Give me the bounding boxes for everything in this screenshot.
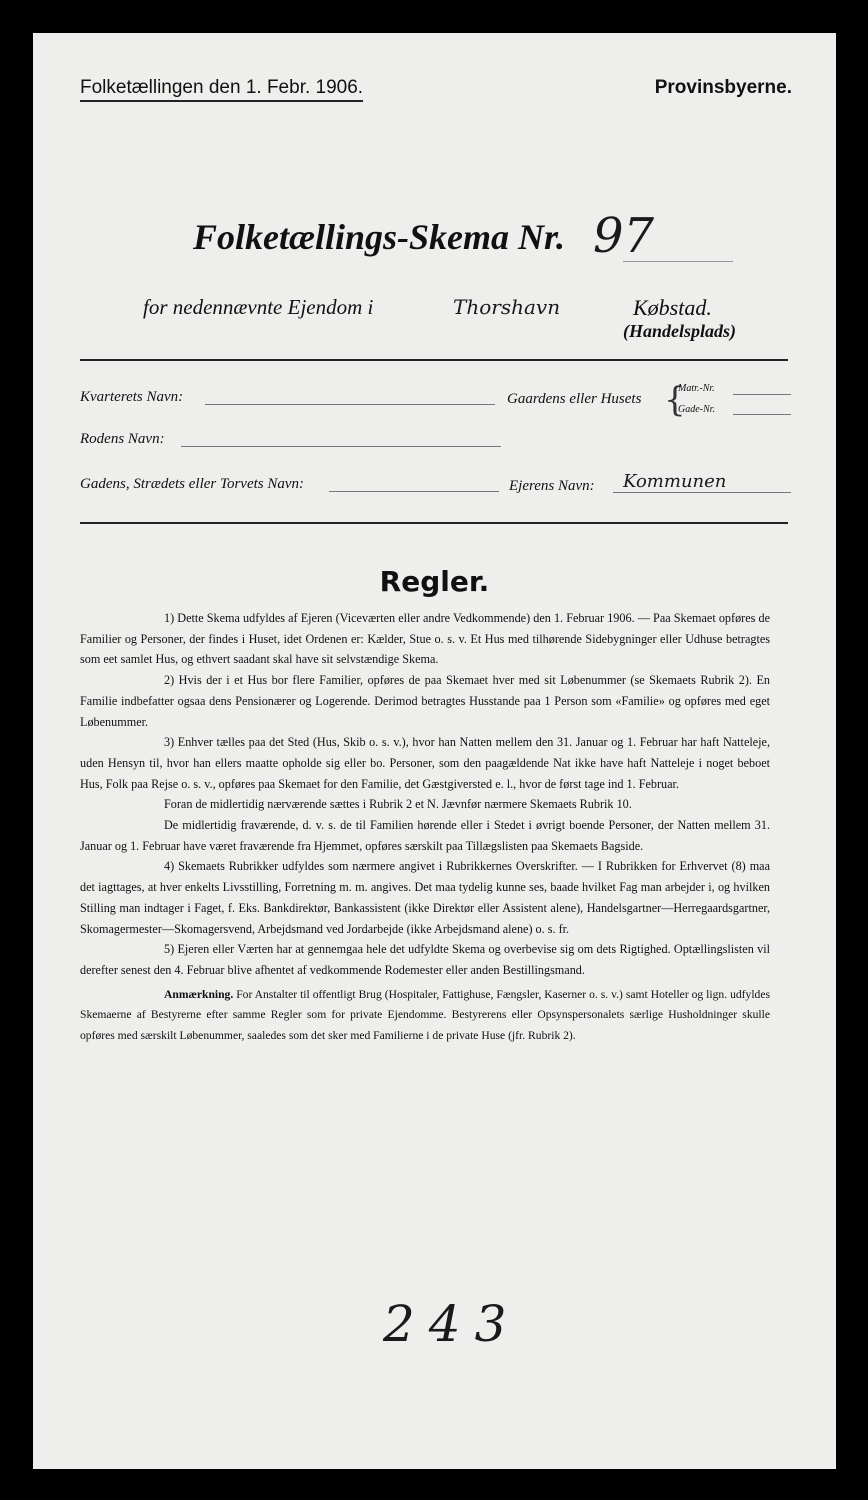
census-form-page: [33, 33, 836, 1469]
kobstad-label: Købstad.: [633, 295, 712, 320]
region-header: Provinsbyerne.: [654, 77, 792, 98]
rule-1: 1) Dette Skema udfyldes af Ejeren (Viceværten eller andre Vedkommende) den 1. Februar 1906. — Paa Skemaet opføres de Familier og Personer, der findes i Huset, idet Ordenen er: Kælder, Stue o. s. v. Et Hus med tilhørende Sidebygninger eller Udhuse betragtes som eet samlet Hus, og ethvert saadant skal have sit selvstændige Skema.: [80, 611, 770, 667]
remark-label: Anmærkning.: [164, 987, 234, 1001]
rule-3-absent: De midlertidig fraværende, d. v. s. de til Familien hørende eller i Stedet i øvrigt boende Personer, der Natten mellem 31. Januar og 1. Februar have været fraværende fra Hjemmet, opføres særskilt paa Tillægslisten paa Skemaets Bagside.: [80, 818, 770, 853]
form-number-line: [623, 261, 733, 262]
form-title: Folketællings-Skema Nr.: [193, 217, 566, 257]
rule-2: 2) Hvis der i et Hus bor flere Familier, opføres de paa Skemaet hver med sit Løbenummer (se Skemaets Rubrik 2). En Familie indbefatter ogsaa dens Pensionærer og Logerende. Derimod betragtes Husstande paa 1 Person som «Familie» og opføres med eget Løbenummer.: [80, 673, 770, 729]
street-name-line: [329, 491, 499, 492]
matr-nr-line: [733, 394, 791, 395]
owner-name-label: Ejerens Navn:: [509, 478, 595, 494]
owner-name-line: [613, 492, 791, 493]
rule-5: 5) Ejeren eller Værten har at gennemgaa hele det udfyldte Skema og overbevise sig om dets Rigtighed. Optællingslisten vil derefter senest den 4. Februar blive afhentet af vedkommende Rodemester eller anden Bestillingsmand.: [80, 942, 770, 977]
gade-nr-label: Gade-Nr.: [678, 404, 715, 415]
house-label: Gaardens eller Husets: [507, 391, 642, 407]
remark-text: For Anstalter til offentligt Brug (Hospitaler, Fattighuse, Fængsler, Kaserner o. s. v.) samt Hoteller og lign. udfyldes Skemaerne af Bestyrerne efter samme Regler som for private Ejendomme. Bestyrerens eller Opsynspersonalets særlige Husholdninger skulle opføres med særskilt Løbenummer, saaledes som det sker med Familierne i de private Huse (jfr. Rubrik 2).: [80, 987, 770, 1043]
rule-3-present: Foran de midlertidig nærværende sættes i Rubrik 2 et N. Jævnfør nærmere Skemaets Rubrik 10.: [164, 797, 632, 812]
rode-name-line: [181, 446, 501, 447]
handwritten-form-number: 97: [593, 208, 655, 264]
handwritten-town: Thorshavn: [453, 295, 561, 319]
for-property-label: for nedennævnte Ejendom i: [143, 295, 374, 319]
street-name-label: Gadens, Strædets eller Torvets Navn:: [80, 476, 305, 492]
rode-name-label: Rodens Navn:: [80, 431, 165, 447]
handwritten-owner: Kommunen: [623, 471, 727, 492]
gade-nr-line: [733, 414, 791, 415]
handwritten-page-number: 243: [383, 1295, 521, 1353]
handelsplads-label: (Handelsplads): [623, 321, 737, 341]
rules-heading: Regler.: [379, 565, 490, 598]
quarter-name-label: Kvarterets Navn:: [80, 389, 184, 405]
rule-3: 3) Enhver tælles paa det Sted (Hus, Skib o. s. v.), hvor han Natten mellem den 31. Januar og 1. Februar har haft Natteleje, uden Hensyn til, hvor han ellers maatte opholde sig eller bo. Personer, som den paagældende Nat ikke have haft Natteleje i noget beboet Hus, Folk paa Rejse o. s. v., opføres paa Skemaet for den Familie, det Gæstgiversted e. l., hvor de først tage ind 1. Februar.: [80, 735, 770, 791]
rule-4: 4) Skemaets Rubrikker udfyldes som nærmere angivet i Rubrikkernes Overskrifter. — I Rubrikken for Erhvervet (8) maa det iagttages, at hver enkelts Livsstilling, Forretning m. m. angives. Det maa tydelig kunne ses, baade hvilket Fag man arbejder i, og hvilken Stilling man indtager i Faget, f. Eks. Bankdirektør, Bankassistent (ikke Direktør eller Assistent alene), Handelsgartner—Herregaardsgartner, Skomagermester—Skomagersvend, Arbejdsmand ved Jordarbejde (ikke Arbejdsmand alene) o. s. fr.: [80, 859, 770, 936]
census-date-header: Folketællingen den 1. Febr. 1906.: [80, 77, 363, 102]
rules-section: [80, 608, 770, 1047]
remark: [80, 985, 770, 1047]
house-brace: {: [664, 380, 686, 420]
bottom-divider: [80, 522, 788, 524]
top-divider: [80, 359, 788, 361]
quarter-name-line: [205, 404, 495, 405]
matr-nr-label: Matr.-Nr.: [678, 383, 715, 394]
